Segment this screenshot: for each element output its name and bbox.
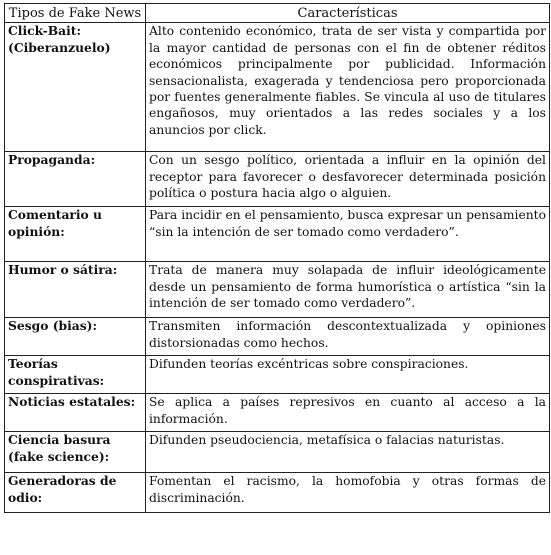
- row-type-cell: Click-Bait: (Ciberanzuelo): [5, 23, 146, 152]
- row-description-cell: Para incidir en el pensamiento, busca expresar un pensamiento “sin la intención de ser tomado como verdadero”.: [146, 207, 550, 262]
- header-characteristics: Características: [146, 4, 550, 23]
- table-row: [5, 318, 550, 356]
- header-row: [5, 4, 550, 23]
- row-type-cell: Ciencia basura (fake science):: [5, 432, 146, 473]
- table-body: [5, 23, 550, 513]
- row-type-cell: Propaganda:: [5, 152, 146, 207]
- table-row: [5, 394, 550, 432]
- header-types: Tipos de Fake News: [5, 4, 146, 23]
- table-row: [5, 23, 550, 152]
- row-description-cell: Con un sesgo político, orientada a influir en la opinión del receptor para favorecer o desfavorecer determinada posición política o postura hacia algo o alguien.: [146, 152, 550, 207]
- table-row: [5, 152, 550, 207]
- table-row: [5, 356, 550, 394]
- row-type-cell: Comentario u opinión:: [5, 207, 146, 262]
- table-row: [5, 262, 550, 318]
- table-row: [5, 473, 550, 513]
- row-description-cell: Alto contenido económico, trata de ser vista y compartida por la mayor cantidad de personas con el fin de obtener réditos económicos principalmente por publicidad. Información sensacionalista, exagerada y tendenciosa pero proporcionada por fuentes generalmente fiables. Se vincula al uso de titulares engañosos, muy orientados a las redes sociales y a los anuncios por click.: [146, 23, 550, 152]
- row-type-cell: Sesgo (bias):: [5, 318, 146, 356]
- row-type-cell: Humor o sátira:: [5, 262, 146, 318]
- row-description-cell: Fomentan el racismo, la homofobia y otras formas de discriminación.: [146, 473, 550, 513]
- row-description-cell: Se aplica a países represivos en cuanto al acceso a la información.: [146, 394, 550, 432]
- row-description-cell: Trata de manera muy solapada de influir ideológicamente desde un pensamiento de forma humorística o artística “sin la intención de ser tomado como verdadero”.: [146, 262, 550, 318]
- table-header: [5, 4, 550, 23]
- row-type-cell: Generadoras de odio:: [5, 473, 146, 513]
- row-description-cell: Difunden pseudociencia, metafísica o falacias naturistas.: [146, 432, 550, 473]
- row-type-cell: Noticias estatales:: [5, 394, 146, 432]
- fake-news-types-table: [4, 3, 550, 513]
- row-description-cell: Transmiten información descontextualizada y opiniones distorsionadas como hechos.: [146, 318, 550, 356]
- table-row: [5, 207, 550, 262]
- row-description-cell: Difunden teorías excéntricas sobre conspiraciones.: [146, 356, 550, 394]
- table-row: [5, 432, 550, 473]
- row-type-cell: Teorías conspirativas:: [5, 356, 146, 394]
